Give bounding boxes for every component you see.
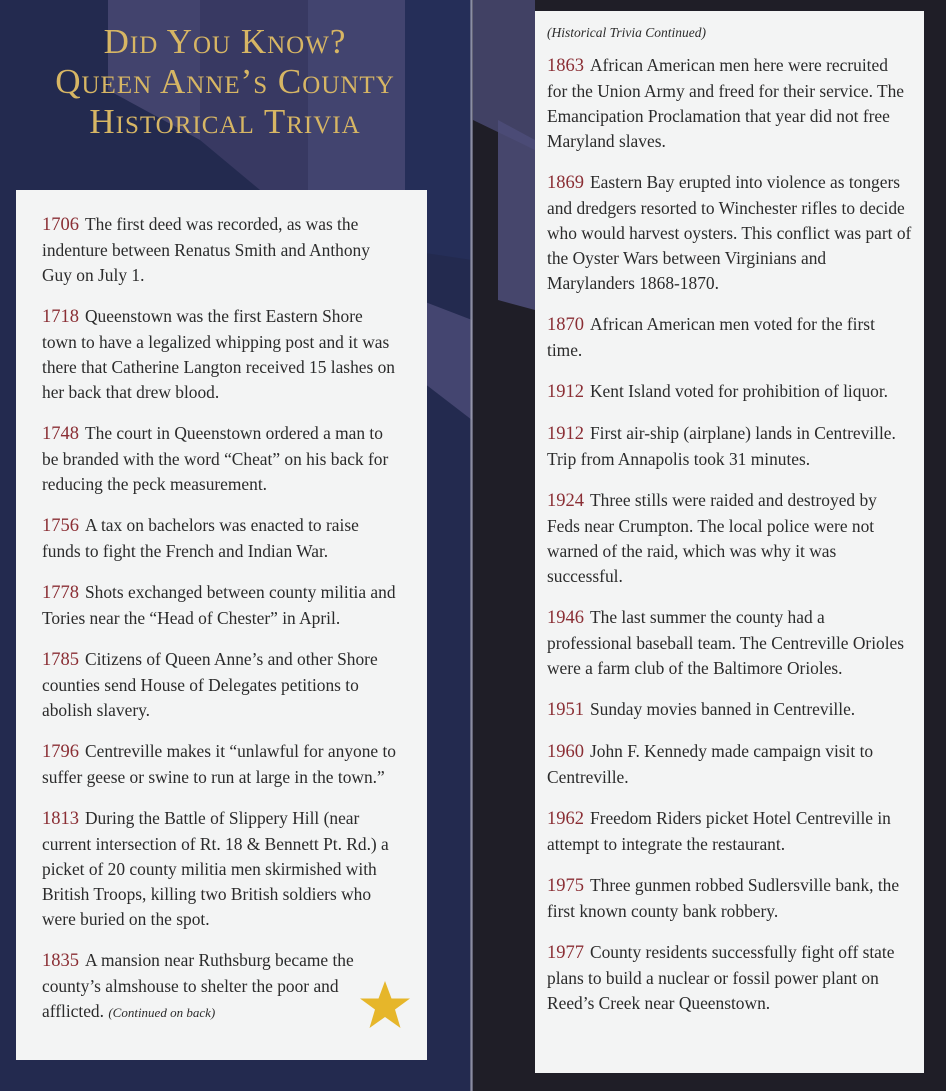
continued-header: (Historical Trivia Continued) [547,25,707,40]
continued-note: (Continued on back) [108,1005,216,1020]
trivia-card-front [16,190,427,1060]
entry-text: The court in Queenstown ordered a man to be branded with the word “Cheat” on his back for reducing the peck measurement. [42,423,389,494]
entry-text: Three stills were raided and destroyed by Feds near Crumpton. The local police were not warned of the raid, which was why it was successful. [547,490,877,586]
entry-year: 1962 [547,809,584,829]
entry-text: First air-ship (airplane) lands in Centreville. Trip from Annapolis took 31 minutes. [547,423,896,469]
entry-text: Three gunmen robbed Sudlersville bank, the first known county bank robbery. [547,875,900,921]
entry-year: 1946 [547,608,584,628]
entry-text: John F. Kennedy made campaign visit to Centreville. [547,741,874,787]
trivia-entry [42,647,401,723]
front-panel [0,0,472,1091]
trivia-entry [42,513,401,564]
trivia-entry [42,948,401,1025]
entry-year: 1869 [547,173,584,193]
entry-year: 1756 [42,516,79,536]
entry-year: 1951 [547,700,584,720]
trivia-entry [547,697,912,723]
entry-year: 1924 [547,491,584,511]
trivia-entry [42,806,401,932]
back-panel [473,0,946,1091]
title-line-2: Queen Anne’s County [55,62,395,101]
entry-year: 1778 [42,583,79,603]
entry-text: During the Battle of Slippery Hill (near current intersection of Rt. 18 & Bennett Pt. Rd.) a picket of 20 county militia men skirmished with British Troops, killing two British soldiers who were buried on the spot. [42,808,389,929]
trivia-card-back [535,11,924,1073]
entry-year: 1912 [547,424,584,444]
trivia-entry [547,421,912,472]
page-title [0,22,450,142]
trivia-entry [547,379,912,405]
entry-text: Queenstown was the first Eastern Shore town to have a legalized whipping post and it was there that Catherine Langton received 15 lashes on her back that drew blood. [42,306,395,402]
entry-year: 1785 [42,650,79,670]
star-icon [359,980,411,1030]
title-line-3: Historical Trivia [89,102,361,141]
trivia-entry [547,53,912,154]
entry-text: The last summer the county had a professional baseball team. The Centreville Orioles were a farm club of the Baltimore Orioles. [547,607,905,678]
entry-text: A mansion near Ruthsburg became the county’s almshouse to shelter the poor and afflicted. [42,950,354,1021]
trivia-entry [42,304,401,405]
trivia-entry [42,739,401,790]
entry-text: African American men here were recruited for the Union Army and freed for their service. The Emancipation Proclamation that year did not free Maryland slaves. [547,55,905,151]
trivia-entry [42,421,401,497]
trivia-entry [547,605,912,681]
entry-text: Freedom Riders picket Hotel Centreville in attempt to integrate the restaurant. [547,808,891,854]
entry-text: Eastern Bay erupted into violence as tongers and dredgers resorted to Winchester rifles to decide who would harvest oysters. This conflict was part of the Oyster Wars between Virginians and Marylanders 1868-1870. [547,172,912,293]
title-line-1: Did You Know? [103,22,347,61]
entry-year: 1863 [547,56,584,76]
trivia-entry [547,312,912,363]
entry-text: Kent Island voted for prohibition of liquor. [590,381,889,401]
entry-text: Shots exchanged between county militia and Tories near the “Head of Chester” in April. [42,582,396,628]
entry-text: A tax on bachelors was enacted to raise funds to fight the French and Indian War. [42,515,359,561]
trivia-entry [547,940,912,1016]
trivia-entry [42,580,401,631]
entry-text: African American men voted for the first time. [547,314,875,360]
entry-text: Sunday movies banned in Centreville. [590,699,856,719]
trivia-entry [42,212,401,288]
entry-year: 1748 [42,424,79,444]
trivia-entry [547,739,912,790]
entry-year: 1706 [42,215,79,235]
entry-text: County residents successfully fight off state plans to build a nuclear or fossil power plant on Reed’s Creek near Queenstown. [547,942,895,1013]
entry-text: Centreville makes it “unlawful for anyone to suffer geese or swine to run at large in the town.” [42,741,397,787]
entry-year: 1796 [42,742,79,762]
entry-year: 1813 [42,809,79,829]
entry-text: Citizens of Queen Anne’s and other Shore counties send House of Delegates petitions to abolish slavery. [42,649,378,720]
entry-year: 1975 [547,876,584,896]
trivia-entry [547,873,912,924]
entry-text: The first deed was recorded, as was the indenture between Renatus Smith and Anthony Guy on July 1. [42,214,370,285]
entry-year: 1912 [547,382,584,402]
entry-year: 1870 [547,315,584,335]
entry-year: 1835 [42,951,79,971]
trivia-entry [547,488,912,589]
entry-year: 1960 [547,742,584,762]
entry-year: 1977 [547,943,584,963]
entry-year: 1718 [42,307,79,327]
trivia-entry [547,806,912,857]
trivia-entry [547,170,912,296]
